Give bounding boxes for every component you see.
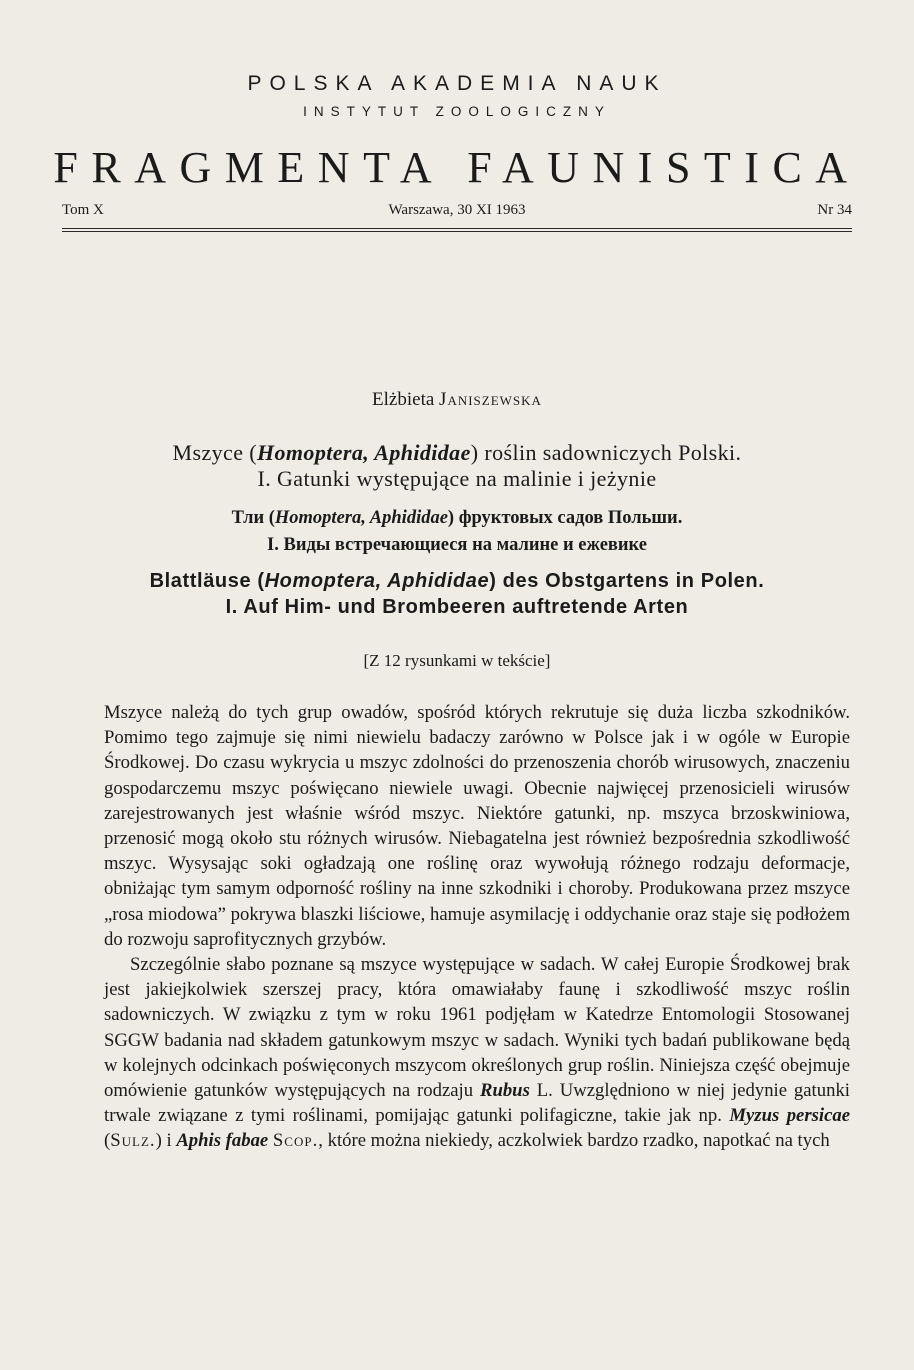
figures-note: [Z 12 rysunkami w tekście] (363, 651, 551, 670)
title-text: Тли ( (231, 508, 275, 528)
genus-name: Rubus (479, 1080, 530, 1102)
title-russian-line2: I. Виды встречающиеся на малине и ежевике (267, 535, 647, 555)
author-last-name: Janiszewska (439, 389, 542, 410)
header-rule-top (62, 228, 852, 229)
institute-name: INSTYTUT ZOOLOGICZNY (303, 104, 611, 119)
author-abbrev: Scop. (272, 1130, 319, 1152)
title-text: ) roślin sadowniczych Polski. (470, 440, 742, 465)
body-paragraph-1: Mszyce należą do tych grup owadów, spośród których rekrutuje się duża liczba szkodników. Pomimo tego zajmuje się nimi niewielu badaczy zarówno w Polsce jak i w ogóle w Europie Środkowej. Do czasu wykrycia u mszyc zdolności do przenoszenia chorób wirusowych, znaczeniu gospodarczemu mszyc poświęcano niewiele uwagi. Obecnie najwięcej przenosicieli wirusów zarejestrowanych jest właśnie wśród mszyc. Niektóre gatunki, np. mszyca brzoskwiniowa, przenosić mogą około stu różnych wirusów. Niebagatelna jest również bezpośrednia szkodliwość mszyc. Wysysając soki ogładzają one roślinę oraz wywołują różnego rodzaju deformacje, obniżając tym samym odporność rośliny na inne szkodniki i choroby. Produkowana przez mszyce „rosa miodowa” pokrywa blaszki liściowe, hamuje asymilację i oddychanie oraz staje się podłożem do rozwoju saprofitycznych grzybów. (104, 702, 850, 950)
body-text: Szczególnie słabo poznane są mszyce występujące w sadach. W całej Europie Środkowej brak jest jakiejkolwiek szerszej pracy, która omawiałaby faunę i szkodliwość mszyc roślin sadowniczych. W związku z tym w roku 1961 podjęłam w Katedrze Entomologii Stosowanej SGGW badania nad składem gatunkowym mszyc w sadach. Wyniki tych badań publikowane będą w kolejnych odcinkach poświęconych mszycom określonych grup roślin. Niniejsza część obejmuje omówienie gatunków występujących na rodzaju (104, 954, 850, 1102)
body-text: ) i (155, 1130, 177, 1152)
body-text: , które można niekiedy, aczkolwiek bardzo rzadko, napotkać na tych (318, 1130, 830, 1152)
species-name: Myzus persicae (729, 1105, 851, 1127)
taxon-name: Homoptera, Aphididae (264, 570, 490, 592)
body-text: ( (104, 1130, 111, 1152)
header-rule-bottom (62, 231, 852, 232)
title-russian-line1 (0, 508, 914, 529)
author-name (0, 389, 914, 411)
academy-name: POLSKA AKADEMIA NAUK (247, 72, 667, 95)
body-text: L. Uwzględniono w niej jedynie gatunki trwale związane z tymi roślinami, pomijając gatunki polifagiczne, takie jak np. (104, 1080, 850, 1127)
author-abbrev: Sulz. (110, 1130, 156, 1152)
title-text: ) фруктовых садов Польши. (447, 508, 683, 528)
article-body (104, 700, 850, 1154)
place-date: Warszawa, 30 XI 1963 (388, 202, 526, 218)
title-german-line2: I. Auf Him- und Brombeeren auftretende Arten (225, 596, 689, 618)
title-text: Mszyce ( (172, 440, 257, 465)
title-polish-line1 (0, 440, 914, 466)
title-german-line1 (0, 570, 914, 593)
title-text: Blattläuse ( (149, 570, 265, 592)
issue-number: Nr 34 (817, 202, 852, 218)
journal-title: FRAGMENTA FAUNISTICA (53, 143, 861, 192)
title-text: ) des Obstgartens in Polen. (489, 570, 765, 592)
taxon-name: Homoptera, Aphididae (274, 508, 448, 528)
body-paragraph-2 (104, 952, 850, 1154)
taxon-name: Homoptera, Aphididae (257, 440, 471, 465)
title-polish-line2: I. Gatunki występujące na malinie i jeżynie (257, 466, 657, 491)
volume-label: Tom X (62, 202, 104, 218)
species-name: Aphis fabae (176, 1130, 269, 1152)
author-first-name: Elżbieta (372, 389, 435, 410)
